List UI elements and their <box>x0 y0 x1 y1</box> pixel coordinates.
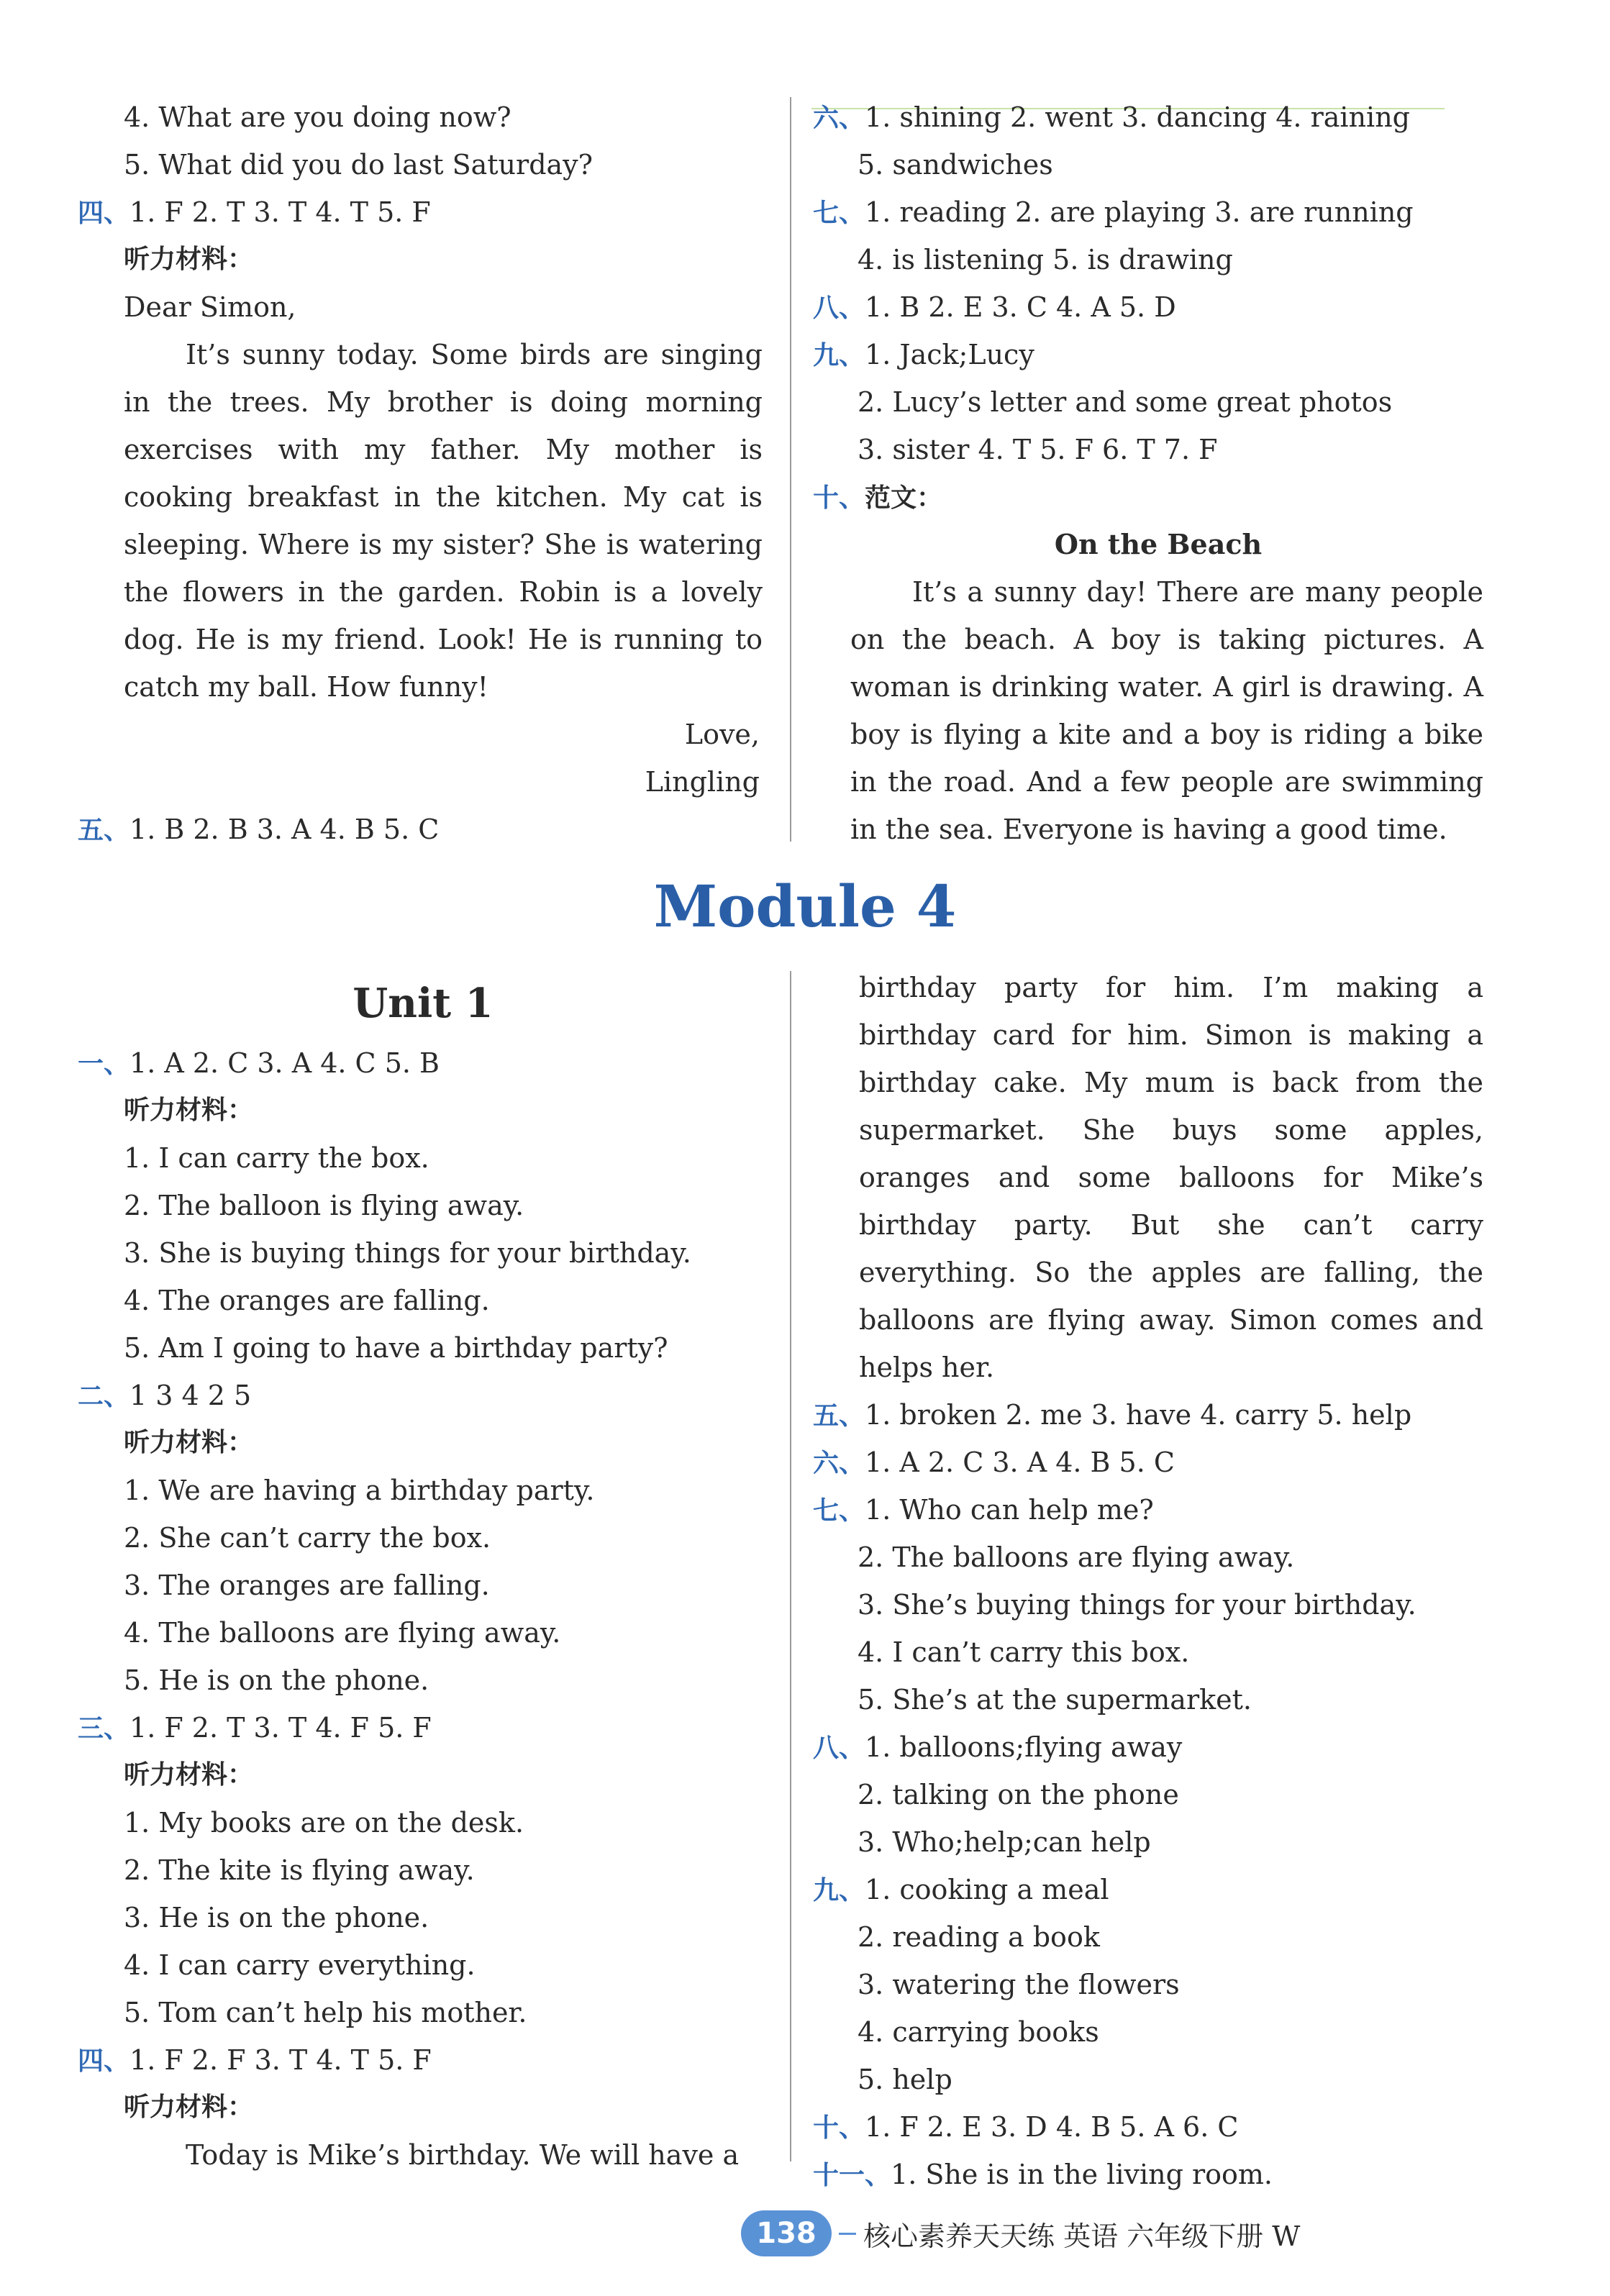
letter-closing: Love, <box>684 719 760 750</box>
bottom-right-column <box>813 964 1504 2198</box>
section-6-answers <box>813 1439 1504 1486</box>
section-number: 三、 <box>78 1714 130 1744</box>
answers-text: 1. Jack;Lucy <box>865 339 1034 370</box>
answers-text: 1. B 2. E 3. C 4. A 5. D <box>865 291 1176 323</box>
letter-greeting: Dear Simon, <box>124 291 296 323</box>
section-4-answers <box>78 2036 768 2084</box>
listening-line: 2. The balloon is flying away. <box>124 1190 524 1221</box>
answers-text: 1. F 2. T 3. T 4. F 5. F <box>129 1712 432 1744</box>
section-8-answers <box>813 1723 1504 1771</box>
answers-text: 1 3 4 2 5 <box>129 1380 252 1411</box>
letter-paragraph: It’s sunny today. Some birds are singing in the trees. My brother is doing morning exercises with my father. My mother is cooking breakfast in the kitchen. My cat is sleeping. Where is my sister? She is watering the flowers in the garden. Robin is a lovely dog. He is my friend. Look! He is running to catch my ball. How funny! <box>124 339 763 703</box>
bottom-left-column <box>78 967 768 2179</box>
answers-text: 1. balloons;flying away <box>865 1731 1183 1763</box>
section-number: 十、 <box>813 2113 865 2143</box>
answer-line: 2. reading a book <box>858 1921 1100 1953</box>
section-number: 九、 <box>813 1876 865 1905</box>
section-number: 六、 <box>813 104 865 133</box>
module-title: Module 4 <box>653 873 957 940</box>
answers-text: 1. shining 2. went 3. dancing 4. raining <box>865 101 1410 133</box>
section-number: 七、 <box>813 199 865 228</box>
listening-line: 5. Tom can’t help his mother. <box>124 1997 527 2028</box>
section-number: 十、 <box>813 483 865 513</box>
listening-label: 听力材料： <box>124 1760 254 1790</box>
answers-text: 1. A 2. C 3. A 4. B 5. C <box>865 1447 1175 1478</box>
section-5-answers <box>813 1391 1504 1439</box>
answers-text: 1. A 2. C 3. A 4. C 5. B <box>129 1047 440 1079</box>
answer-line: 5. She’s at the supermarket. <box>858 1684 1252 1716</box>
answers-text: 1. cooking a meal <box>865 1874 1109 1905</box>
listening-line: 1. My books are on the desk. <box>124 1807 524 1839</box>
answer-line: 2. Lucy’s letter and some great photos <box>858 386 1393 418</box>
section-10-answers <box>813 2103 1504 2151</box>
section-number: 一、 <box>78 1049 130 1079</box>
section-6-answers <box>813 94 1504 141</box>
column-divider <box>790 971 791 2161</box>
section-number: 四、 <box>78 2046 130 2076</box>
listening-line: 3. He is on the phone. <box>124 1902 429 1933</box>
answer-line: 3. sister 4. T 5. F 6. T 7. F <box>858 434 1218 465</box>
section-number: 四、 <box>78 199 130 228</box>
column-divider <box>790 97 791 842</box>
answer-line: 2. The balloons are flying away. <box>858 1541 1295 1573</box>
section-3-answers <box>78 1704 768 1751</box>
section-8-answers <box>813 283 1504 331</box>
listening-line: 1. We are having a birthday party. <box>124 1475 595 1506</box>
listening-text-continued <box>813 964 1504 1391</box>
section-number: 十一、 <box>813 2161 891 2190</box>
model-essay-label: 范文： <box>865 483 943 513</box>
answer-line: 5. sandwiches <box>858 149 1053 181</box>
section-number: 八、 <box>813 293 865 323</box>
answers-text: 1. reading 2. are playing 3. are running <box>865 196 1414 228</box>
letter-body <box>78 331 768 711</box>
listening-line: 5. Am I going to have a birthday party? <box>124 1332 668 1364</box>
answer-line: 3. watering the flowers <box>858 1969 1180 2000</box>
listening-line: 4. I can carry everything. <box>124 1949 476 1981</box>
section-number: 七、 <box>813 1496 865 1526</box>
answers-text: 1. F 2. E 3. D 4. B 5. A 6. C <box>865 2111 1239 2143</box>
answers-text: 1. F 2. F 3. T 4. T 5. F <box>129 2044 432 2076</box>
section-number: 五、 <box>813 1401 865 1431</box>
listening-line: 4. The balloons are flying away. <box>124 1617 561 1649</box>
section-number: 二、 <box>78 1382 130 1411</box>
listening-line: 3. She is buying things for your birthday. <box>124 1237 691 1269</box>
essay-title: On the Beach <box>1054 528 1263 560</box>
essay-body <box>813 568 1504 853</box>
letter-signature: Lingling <box>645 766 760 798</box>
section-4-answers <box>78 188 768 236</box>
listening-paragraph: birthday party for him. I’m making a birthday card for him. Simon is making a birthday cake. My mum is back from the supermarket. She buys some apples, oranges and some balloons for Mike’s birthday party. But she can’t carry everything. So the apples are falling, the balloons are flying away. Simon comes and helps her. <box>859 972 1483 1383</box>
listening-label: 听力材料： <box>124 1095 254 1125</box>
unit-title: Unit 1 <box>353 980 494 1027</box>
listening-label: 听力材料： <box>124 245 254 274</box>
listening-line: 5. He is on the phone. <box>124 1664 429 1696</box>
section-10-header <box>813 473 1504 521</box>
page-number: 138 <box>741 2210 832 2256</box>
answers-text: 1. Who can help me? <box>865 1494 1154 1526</box>
book-title: 核心素养天天练 英语 六年级下册 W <box>863 2220 1301 2252</box>
section-5-answers <box>78 806 768 853</box>
page-footer <box>741 2208 1300 2259</box>
top-right-column <box>813 94 1504 853</box>
section-number: 六、 <box>813 1449 865 1478</box>
answer-line: 2. talking on the phone <box>858 1779 1179 1810</box>
answer-line: 4. What are you doing now? <box>124 101 511 133</box>
essay-paragraph: It’s a sunny day! There are many people on the beach. A boy is taking pictures. A woman is drinking water. A girl is drawing. A boy is flying a kite and a boy is riding a bike in the road. And a few people are swimming in the sea. Everyone is having a good time. <box>850 576 1483 845</box>
listening-line: 2. The kite is flying away. <box>124 1854 475 1886</box>
answers-text: 1. B 2. B 3. A 4. B 5. C <box>129 814 440 845</box>
section-11-answers <box>813 2151 1504 2198</box>
answer-line: 3. Who;help;can help <box>858 1826 1151 1858</box>
section-7-answers <box>813 188 1504 236</box>
section-2-answers <box>78 1372 768 1419</box>
section-9-answers <box>813 1866 1504 1913</box>
answer-line: 4. is listening 5. is drawing <box>858 244 1233 275</box>
footer-divider <box>839 2233 856 2235</box>
answer-line: 4. I can’t carry this box. <box>858 1636 1190 1668</box>
answer-line: 4. carrying books <box>858 2016 1099 2048</box>
section-7-answers <box>813 1486 1504 1534</box>
section-number: 八、 <box>813 1734 865 1763</box>
listening-text-start: Today is Mike’s birthday. We will have a <box>186 2139 740 2171</box>
section-1-answers <box>78 1039 768 1087</box>
answers-text: 1. F 2. T 3. T 4. T 5. F <box>129 196 431 228</box>
answer-line: 3. She’s buying things for your birthday. <box>858 1589 1416 1621</box>
answer-line: 5. help <box>858 2064 952 2095</box>
listening-line: 3. The oranges are falling. <box>124 1570 490 1601</box>
listening-line: 4. The oranges are falling. <box>124 1285 490 1316</box>
listening-line: 1. I can carry the box. <box>124 1142 429 1174</box>
section-9-answers <box>813 331 1504 378</box>
answers-text: 1. broken 2. me 3. have 4. carry 5. help <box>865 1399 1412 1431</box>
listening-line: 2. She can’t carry the box. <box>124 1522 491 1554</box>
section-number: 五、 <box>78 816 130 845</box>
section-number: 九、 <box>813 341 865 370</box>
answer-line: 5. What did you do last Saturday? <box>124 149 593 181</box>
listening-label: 听力材料： <box>124 2092 254 2122</box>
answers-text: 1. She is in the living room. <box>891 2159 1273 2190</box>
listening-label: 听力材料： <box>124 1428 254 1457</box>
top-left-column <box>78 94 768 853</box>
